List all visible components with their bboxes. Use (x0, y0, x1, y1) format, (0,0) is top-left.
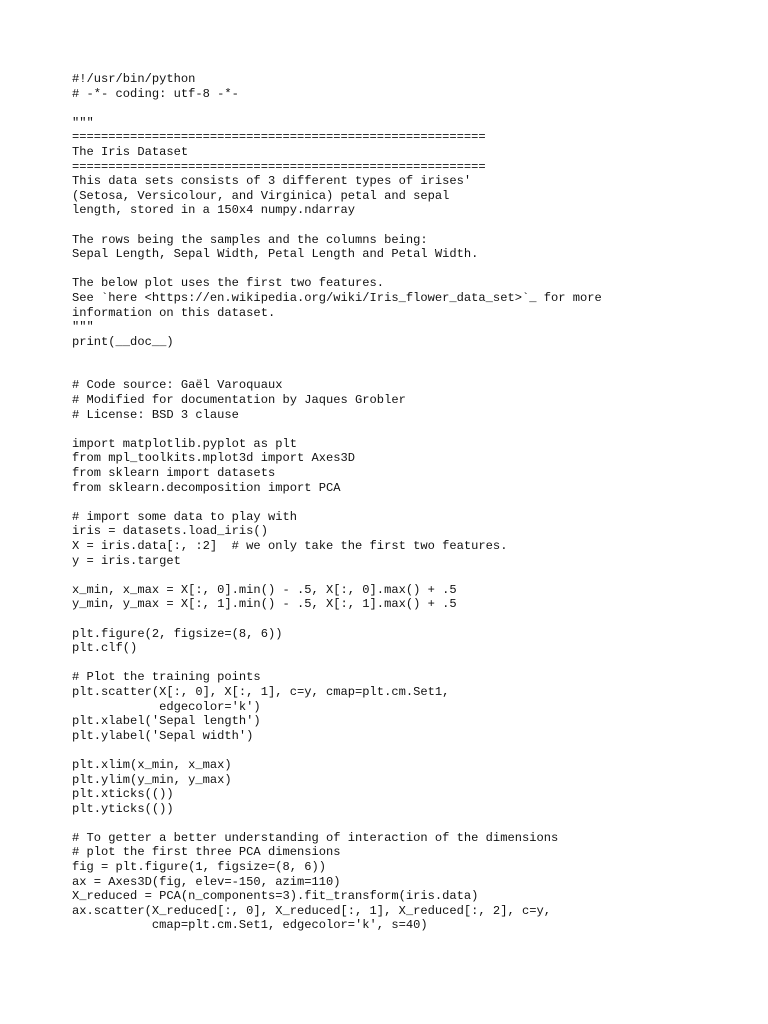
code-line (72, 422, 602, 437)
code-line: X = iris.data[:, :2] # we only take the first two features. (72, 539, 508, 553)
code-line (72, 349, 602, 364)
code-line (72, 364, 602, 379)
code-line: Sepal Length, Sepal Width, Petal Length and Petal Width. (72, 247, 479, 262)
code-line: iris = datasets.load_iris() (72, 524, 268, 539)
code-line: # Plot the training points (72, 670, 261, 685)
code-line: plt.ylim(y_min, y_max) (72, 772, 232, 787)
code-line: cmap=plt.cm.Set1, edgecolor='k', s=40) (72, 918, 428, 933)
code-line (72, 495, 602, 510)
code-line: edgecolor='k') (72, 699, 261, 714)
code-line: information on this dataset. (72, 305, 276, 320)
code-line: plt.xlim(x_min, x_max) (72, 757, 232, 772)
code-line: # To getter a better understanding of interaction of the dimensions (72, 830, 559, 845)
code-line: import matplotlib.pyplot as plt (72, 436, 297, 451)
code-line: y_min, y_max = X[:, 1].min() - .5, X[:, 1].max() + .5 (72, 597, 457, 612)
code-line: # plot the first three PCA dimensions (72, 845, 341, 860)
code-line: The rows being the samples and the columns being: (72, 232, 428, 247)
code-line: plt.yticks(()) (72, 801, 174, 816)
code-line: plt.ylabel('Sepal width') (72, 728, 254, 743)
code-line: x_min, x_max = X[:, 0].min() - .5, X[:, 0].max() + .5 (72, 582, 457, 597)
code-line: from sklearn import datasets (72, 466, 276, 481)
code-line: # -*- coding: utf-8 -*- (72, 86, 239, 101)
code-line: """ (72, 115, 94, 130)
code-line: X_reduced = PCA(n_components=3).fit_transform(iris.data) (72, 889, 479, 904)
code-line: See `here <https://en.wikipedia.org/wiki/Iris_flower_data_set>`_ for more (72, 290, 602, 305)
code-line: from mpl_toolkits.mplot3d import Axes3D (72, 451, 356, 466)
code-line: ========================================================= (72, 130, 486, 145)
code-line: fig = plt.figure(1, figsize=(8, 6)) (72, 860, 327, 875)
code-line: from sklearn.decomposition import PCA (72, 480, 341, 495)
code-line: # Code source: Gaël Varoquaux (72, 378, 283, 393)
code-line (72, 262, 602, 277)
code-line: # Modified for documentation by Jaques Grobler (72, 393, 406, 408)
code-line: plt.figure(2, figsize=(8, 6)) (72, 626, 283, 641)
code-line (72, 612, 602, 627)
code-line: length, stored in a 150x4 numpy.ndarray (72, 203, 356, 218)
code-line: # License: BSD 3 clause (72, 407, 239, 422)
code-line: #!/usr/bin/python (72, 72, 196, 86)
code-line (72, 743, 602, 758)
code-line: # import some data to play with (72, 509, 297, 524)
code-listing (72, 72, 602, 933)
code-line: This data sets consists of 3 different types of irises' (72, 174, 472, 189)
code-line: The Iris Dataset (72, 144, 189, 159)
code-line: plt.xticks(()) (72, 787, 174, 802)
code-line: plt.xlabel('Sepal length') (72, 714, 261, 729)
code-line: print(__doc__) (72, 334, 174, 349)
code-line (72, 656, 602, 671)
code-line (72, 218, 602, 233)
code-line (72, 816, 602, 831)
code-line: plt.scatter(X[:, 0], X[:, 1], c=y, cmap=plt.cm.Set1, (72, 684, 450, 699)
code-line: ========================================================= (72, 159, 486, 174)
code-line: ax = Axes3D(fig, elev=-150, azim=110) (72, 874, 341, 889)
code-line: y = iris.target (72, 553, 181, 568)
code-line: The below plot uses the first two features. (72, 276, 385, 291)
code-line (72, 101, 602, 116)
code-line (72, 568, 602, 583)
code-line: """ (72, 320, 94, 335)
code-line: ax.scatter(X_reduced[:, 0], X_reduced[:, 1], X_reduced[:, 2], c=y, (72, 903, 551, 918)
code-line: plt.clf() (72, 641, 138, 656)
code-line: (Setosa, Versicolour, and Virginica) petal and sepal (72, 188, 450, 203)
